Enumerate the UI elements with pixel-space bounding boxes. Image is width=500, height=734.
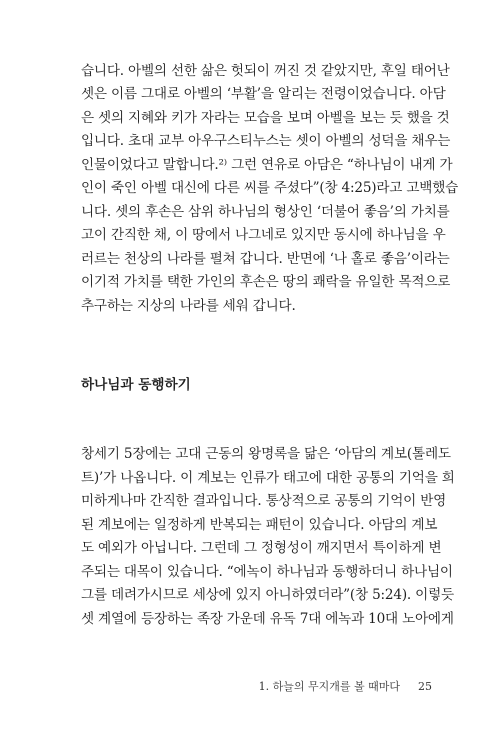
page-number: 25	[418, 680, 432, 693]
text-line: 니다. 셋의 후손은 삼위 하나님의 형상인 ‘더불어 좋음’의 가치를	[81, 204, 450, 220]
text-line: 인이 죽인 아벨 대신에 다른 씨를 주셨다”(창 4:25)라고 고백했습	[81, 180, 459, 196]
text-line: 그를 데려가시므로 세상에 있지 아니하였더라”(창 5:24). 이렇듯	[81, 587, 454, 603]
page-footer	[259, 680, 432, 694]
text-line: 고이 간직한 채, 이 땅에서 나그네로 있지만 동시에 하나님을 우	[81, 227, 446, 243]
section-heading: 하나님과 동행하기	[81, 377, 191, 393]
text-line: 셋 계열에 등장하는 족장 가운데 유독 7대 에녹과 10대 노아에게	[81, 611, 454, 627]
text-line: 러르는 천상의 나라를 펼쳐 갑니다. 반면에 ‘나 홀로 좋음’이라는	[81, 251, 450, 267]
text-line: 미하게나마 간직한 결과입니다. 통상적으로 공통의 기억이 반영	[81, 493, 447, 509]
text-line: 창세기 5장에는 고대 근동의 왕명록을 닮은 ‘아담의 계보(톨레도	[81, 446, 451, 462]
running-chapter-title: 1. 하늘의 무지개를 볼 때마다	[258, 680, 400, 693]
text-line: 입니다. 초대 교부 아우구스티누스는 셋이 아벨의 성덕을 채우는	[81, 133, 451, 149]
text-line: 된 계보에는 일정하게 반복되는 패턴이 있습니다. 아담의 계보	[81, 517, 438, 533]
text-line: 은 셋의 지혜와 키가 자라는 모습을 보며 아벨을 보는 듯 했을 것	[81, 110, 450, 126]
text-line: 습니다. 아벨의 선한 삶은 헛되이 꺼진 것 같았지만, 후일 태어난	[81, 63, 450, 79]
text-line: 트)’가 나옵니다. 이 계보는 인류가 태고에 대한 공통의 기억을 희	[81, 470, 455, 486]
text-line: 이기적 가치를 택한 가인의 후손은 땅의 쾌락을 유일한 목적으로	[81, 274, 451, 290]
text-line: 주되는 대목이 있습니다. “에녹이 하나님과 동행하더니 하나님이	[81, 564, 453, 580]
text-line: 인물이었다고 말합니다.²⁾ 그런 연유로 아담은 “하나님이 내게 가	[81, 157, 453, 173]
text-line: 도 예외가 아닙니다. 그런데 그 정형성이 깨지면서 특이하게 변	[81, 540, 442, 556]
text-line: 추구하는 지상의 나라를 세워 갑니다.	[81, 298, 296, 314]
text-line: 셋은 이름 그대로 아벨의 ‘부활’을 알리는 전령이었습니다. 아담	[81, 86, 446, 102]
